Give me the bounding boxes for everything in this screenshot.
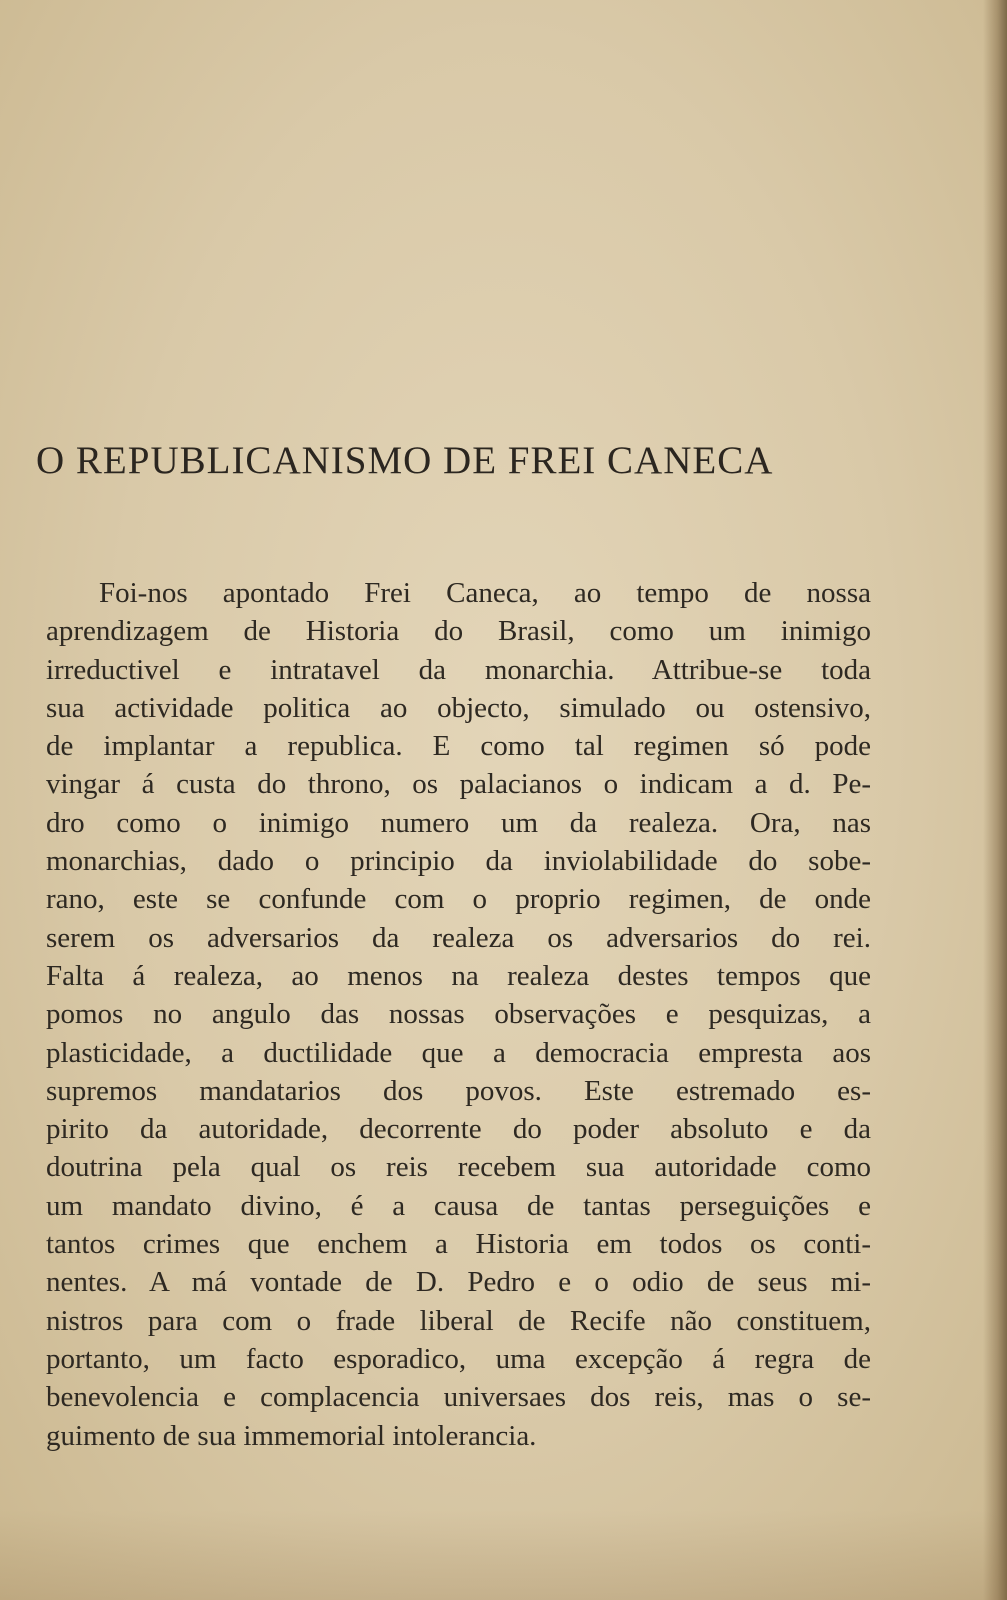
text-line: irreductivel e intratavel da monarchia. Attribue-se toda: [46, 653, 871, 686]
text-line: dro como o inimigo numero um da realeza. Ora, nas: [46, 806, 871, 839]
text-line: benevolencia e complacencia universaes dos reis, mas o se-: [46, 1381, 871, 1414]
text-line: vingar á custa do throno, os palacianos o indicam a d. Pe-: [46, 768, 871, 801]
text-line: monarchias, dado o principio da inviolabilidade do sobe-: [46, 845, 871, 878]
text-line: Foi-nos apontado Frei Caneca, ao tempo de nossa: [99, 577, 871, 609]
text-line: nistros para com o frade liberal de Recife não constituem,: [46, 1304, 871, 1337]
text-line: rano, este se confunde com o proprio regimen, de onde: [46, 883, 871, 916]
page-edge-shadow: [983, 0, 1007, 1600]
text-line: pomos no angulo das nossas observações e pesquizas, a: [46, 998, 871, 1031]
text-line: portanto, um facto esporadico, uma excepção á regra de: [46, 1342, 871, 1375]
text-line: de implantar a republica. E como tal regimen só pode: [46, 730, 871, 763]
body-paragraph: [46, 574, 871, 1455]
text-line: nentes. A má vontade de D. Pedro e o odio de seus mi-: [46, 1266, 871, 1299]
text-line: plasticidade, a ductilidade que a democracia empresta aos: [46, 1036, 871, 1069]
text-line: tantos crimes que enchem a Historia em todos os conti-: [46, 1228, 871, 1261]
text-line: pirito da autoridade, decorrente do poder absoluto e da: [46, 1113, 871, 1146]
text-line: doutrina pela qual os reis recebem sua autoridade como: [46, 1151, 871, 1184]
text-line: supremos mandatarios dos povos. Este estremado es-: [46, 1074, 871, 1107]
chapter-title: O REPUBLICANISMO DE FREI CANECA: [36, 439, 774, 482]
text-line: serem os adversarios da realeza os adversarios do rei.: [46, 921, 871, 954]
text-line: um mandato divino, é a causa de tantas perseguições e: [46, 1189, 871, 1222]
text-line: Falta á realeza, ao menos na realeza destes tempos que: [46, 959, 871, 992]
page-bottom-shadow: [0, 1510, 1007, 1600]
text-line: guimento de sua immemorial intolerancia.: [46, 1419, 537, 1452]
text-line: sua actividade politica ao objecto, simulado ou ostensivo,: [46, 691, 871, 724]
text-line: aprendizagem de Historia do Brasil, como um inimigo: [46, 615, 871, 648]
